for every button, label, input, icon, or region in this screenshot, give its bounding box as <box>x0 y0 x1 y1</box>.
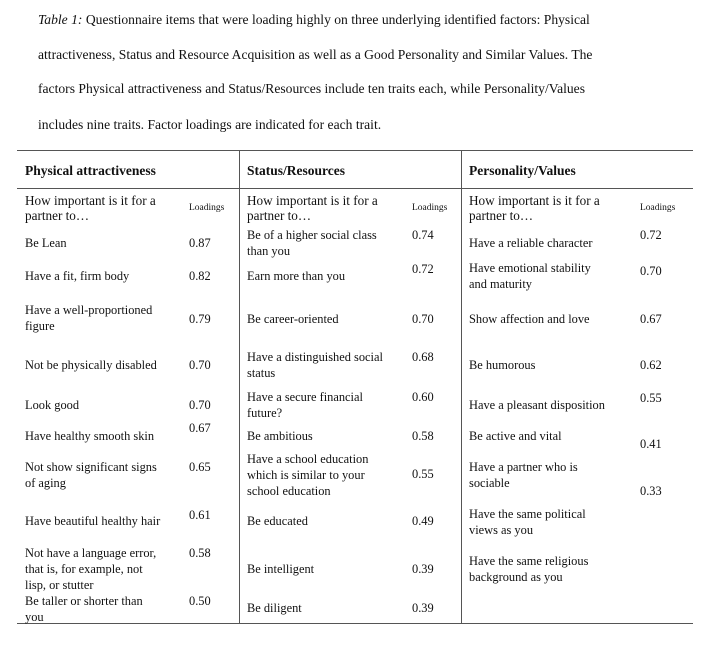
column-title-physical: Physical attractiveness <box>25 163 156 178</box>
personality-loading-5: 0.55 <box>640 391 662 405</box>
loadings-header-physical: Loadings <box>189 203 225 213</box>
status-loading-1: 0.74 <box>412 228 434 242</box>
status-item-3: Be career-oriented <box>247 312 339 326</box>
status-item-4: Have a distinguished social status <box>247 350 383 380</box>
physical-item-5: Look good <box>25 398 80 412</box>
question-line-1: How important is it for a <box>469 193 600 208</box>
column-title-status: Status/Resources <box>247 163 346 178</box>
personality-loading-4: 0.62 <box>640 358 662 372</box>
physical-item-1: Be Lean <box>25 236 67 250</box>
status-loading-2: 0.72 <box>412 262 434 276</box>
status-item-7: Have a school education which is similar to your school education <box>247 452 369 498</box>
status-item-9: Be intelligent <box>247 562 315 576</box>
physical-loading-9: 0.58 <box>189 546 211 560</box>
caption-text-1: Questionnaire items that were loading highly on three underlying identified factors: Physical <box>85 12 590 27</box>
table-caption-line-4: includes nine traits. Factor loadings are indicated for each trait. <box>38 117 382 132</box>
status-loading-10: 0.39 <box>412 601 434 615</box>
physical-item-4: Not be physically disabled <box>25 358 157 372</box>
physical-loading-10: 0.50 <box>189 594 211 608</box>
physical-loading-8: 0.61 <box>189 508 211 522</box>
status-loading-9: 0.39 <box>412 562 434 576</box>
personality-loading-1: 0.72 <box>640 228 662 242</box>
question-line-1: How important is it for a <box>247 193 378 208</box>
status-loading-7: 0.55 <box>412 467 434 481</box>
column-divider-1 <box>239 150 240 624</box>
personality-item-3: Show affection and love <box>469 312 590 326</box>
personality-loading-6: 0.41 <box>640 437 662 451</box>
table-header-rule <box>17 188 693 189</box>
physical-loading-4: 0.70 <box>189 358 211 372</box>
status-item-8: Be educated <box>247 514 308 528</box>
personality-item-1: Have a reliable character <box>469 236 593 250</box>
loadings-header-personality: Loadings <box>640 203 676 213</box>
physical-loading-2: 0.82 <box>189 269 211 283</box>
personality-item-5: Have a pleasant disposition <box>469 398 605 412</box>
table-caption-line-3: factors Physical attractiveness and Status/Resources include ten traits each, while Personality/Values <box>38 81 585 96</box>
table-top-rule <box>17 150 693 151</box>
personality-item-8: Have the same political views as you <box>469 507 586 537</box>
loadings-header-status: Loadings <box>412 203 448 213</box>
physical-item-6: Have healthy smooth skin <box>25 429 155 443</box>
physical-loading-6: 0.67 <box>189 421 211 435</box>
status-item-5: Have a secure financial future? <box>247 390 363 420</box>
personality-loading-7: 0.33 <box>640 484 662 498</box>
physical-item-3: Have a well-proportioned figure <box>25 303 153 333</box>
status-item-10: Be diligent <box>247 601 302 615</box>
personality-loading-2: 0.70 <box>640 264 662 278</box>
personality-item-9: Have the same religious background as you <box>469 554 589 584</box>
personality-item-4: Be humorous <box>469 358 536 372</box>
column-divider-2 <box>461 150 462 624</box>
question-header-physical <box>25 193 156 223</box>
status-loading-4: 0.68 <box>412 350 434 364</box>
personality-item-7: Have a partner who is sociable <box>469 460 578 490</box>
table-caption-line-2: attractiveness, Status and Resource Acquisition as well as a Good Personality and Similar Values. The <box>38 47 593 62</box>
status-loading-8: 0.49 <box>412 514 434 528</box>
status-loading-3: 0.70 <box>412 312 434 326</box>
table-caption-label: Table 1: <box>38 12 83 27</box>
physical-loading-3: 0.79 <box>189 312 211 326</box>
status-item-2: Earn more than you <box>247 269 346 283</box>
personality-item-6: Be active and vital <box>469 429 562 443</box>
question-line-1: How important is it for a <box>25 193 156 208</box>
physical-item-10: Be taller or shorter than you <box>25 594 143 624</box>
question-header-personality <box>469 193 600 223</box>
status-loading-6: 0.58 <box>412 429 434 443</box>
question-header-status <box>247 193 378 223</box>
status-item-1: Be of a higher social class than you <box>247 228 377 258</box>
physical-item-7: Not show significant signs of aging <box>25 460 157 490</box>
physical-item-9: Not have a language error, that is, for example, not lisp, or stutter <box>25 546 157 592</box>
physical-loading-7: 0.65 <box>189 460 211 474</box>
status-item-6: Be ambitious <box>247 429 313 443</box>
status-loading-5: 0.60 <box>412 390 434 404</box>
question-line-2: partner to… <box>469 208 534 223</box>
personality-loading-3: 0.67 <box>640 312 662 326</box>
table-caption-line-1 <box>38 12 678 28</box>
physical-loading-5: 0.70 <box>189 398 211 412</box>
column-title-personality: Personality/Values <box>469 163 576 178</box>
physical-item-8: Have beautiful healthy hair <box>25 514 161 528</box>
question-line-2: partner to… <box>247 208 312 223</box>
physical-item-2: Have a fit, firm body <box>25 269 130 283</box>
question-line-2: partner to… <box>25 208 90 223</box>
personality-item-2: Have emotional stability and maturity <box>469 261 591 291</box>
physical-loading-1: 0.87 <box>189 236 211 250</box>
